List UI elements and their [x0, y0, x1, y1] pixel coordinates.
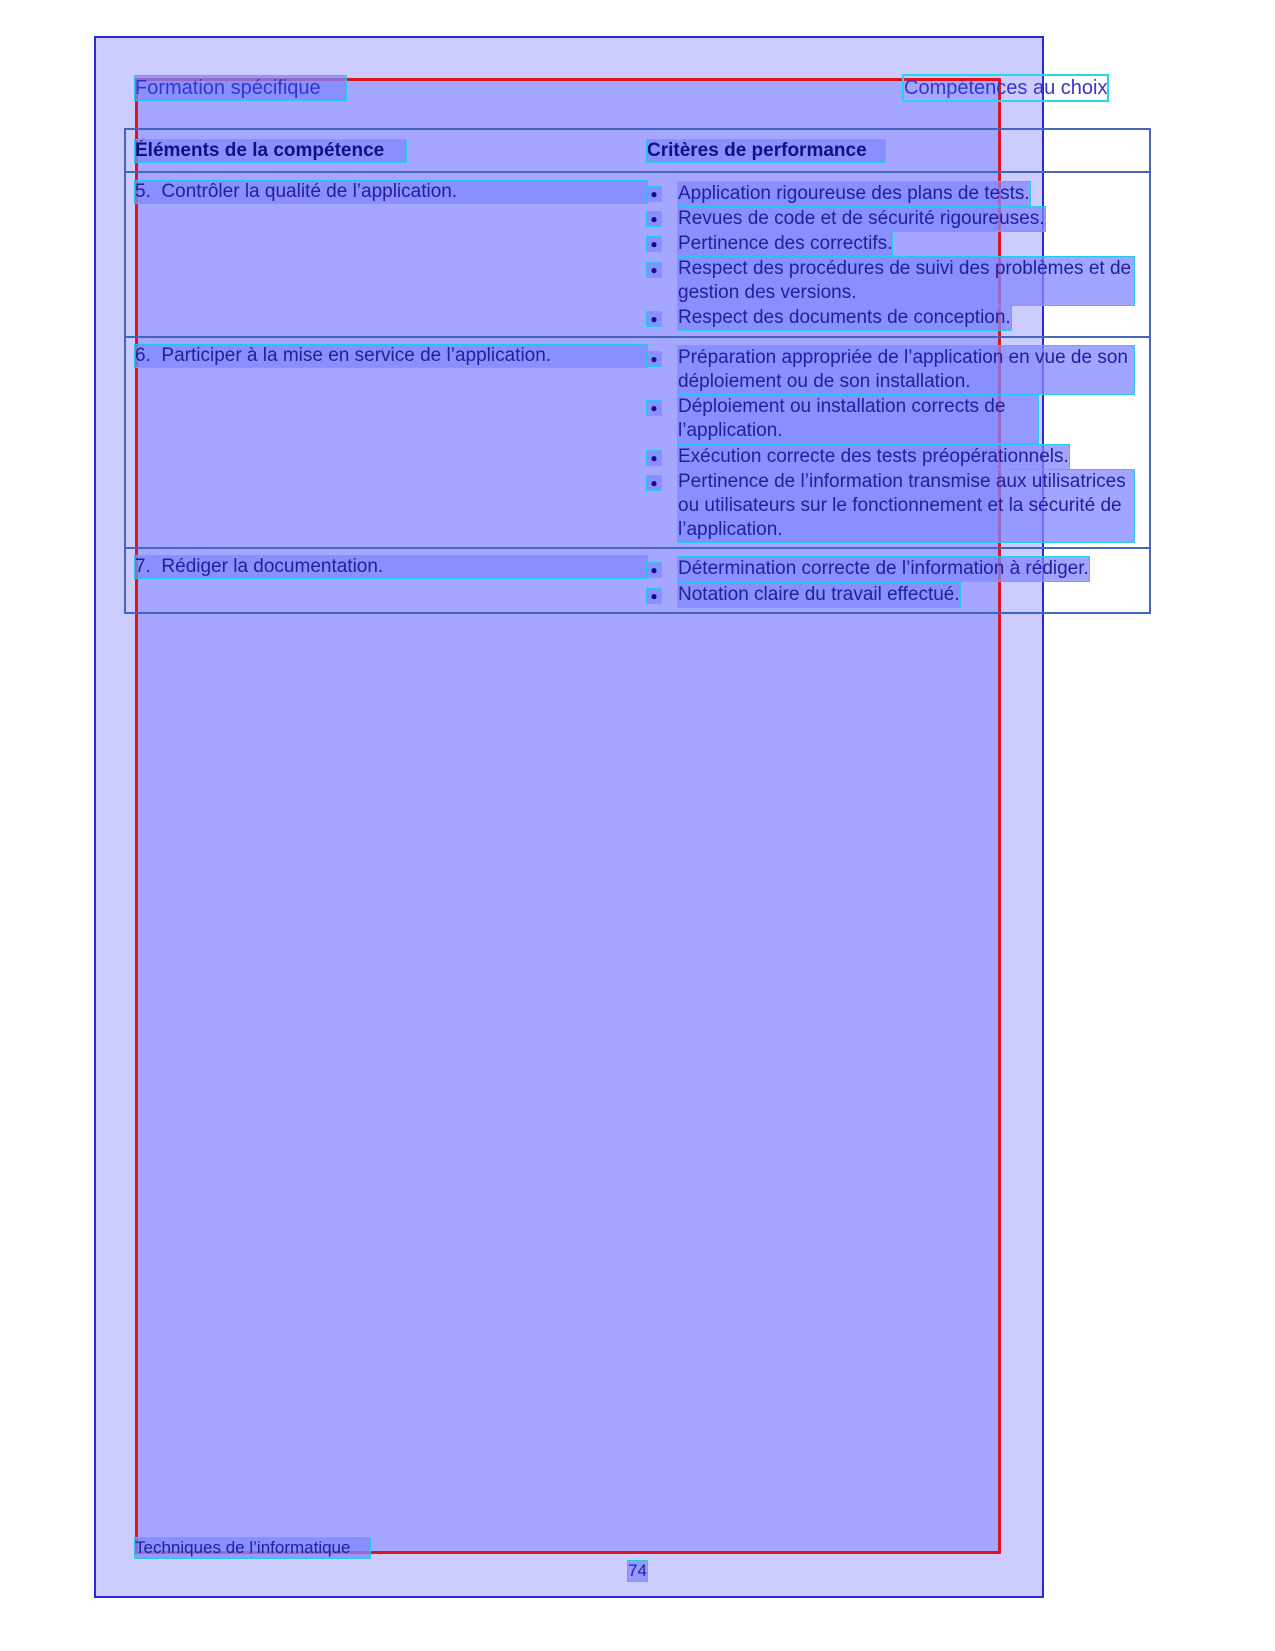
bullet-icon: ● — [647, 263, 661, 277]
performance-criterion: Respect des documents de conception. — [678, 307, 1011, 328]
column-header-elements: Éléments de la compétence — [135, 140, 406, 162]
page-number: 74 — [628, 1561, 647, 1580]
performance-criterion: Pertinence de l’information transmise aux utilisatrices ou utilisateurs sur le fonctionnement et la sécurité de l’application. — [678, 470, 1134, 542]
bullet-icon: ● — [647, 401, 661, 415]
bullet-icon: ● — [647, 237, 661, 251]
performance-criterion: Application rigoureuse des plans de tests. — [678, 183, 1030, 204]
header-row-separator — [124, 171, 1151, 173]
bullet-icon: ● — [647, 589, 661, 603]
bullet-icon: ● — [647, 312, 661, 326]
performance-criterion: Revues de code et de sécurité rigoureuses. — [678, 208, 1045, 229]
performance-criterion: Détermination correcte de l’information à rédiger. — [678, 558, 1089, 579]
bullet-icon: ● — [647, 187, 661, 201]
bullet-icon: ● — [647, 476, 661, 490]
row-separator — [124, 336, 1151, 338]
performance-criterion: Pertinence des correctifs. — [678, 233, 893, 254]
performance-criterion: Respect des procédures de suivi des problèmes et de gestion des versions. — [678, 257, 1134, 305]
competence-element: 7. Rédiger la documentation. — [135, 556, 647, 578]
performance-criterion: Déploiement ou installation corrects de l’application. — [678, 395, 1038, 443]
competence-element: 6. Participer à la mise en service de l’application. — [135, 345, 647, 367]
row-separator — [124, 547, 1151, 549]
column-header-criteria: Critères de performance — [647, 140, 885, 162]
performance-criterion: Notation claire du travail effectué. — [678, 584, 960, 605]
bullet-icon: ● — [647, 212, 661, 226]
bullet-icon: ● — [647, 563, 661, 577]
running-header-left: Formation spécifique — [135, 76, 346, 100]
competence-element: 5. Contrôler la qualité de l’application. — [135, 181, 647, 203]
bullet-icon: ● — [647, 352, 661, 366]
performance-criterion: Préparation appropriée de l’application en vue de son déploiement ou de son installation. — [678, 346, 1134, 394]
running-header-right: Compétences au choix — [904, 77, 1108, 99]
performance-criterion: Exécution correcte des tests préopérationnels. — [678, 446, 1069, 467]
bullet-icon: ● — [647, 451, 661, 465]
running-footer-left: Techniques de l’informatique — [135, 1538, 370, 1558]
